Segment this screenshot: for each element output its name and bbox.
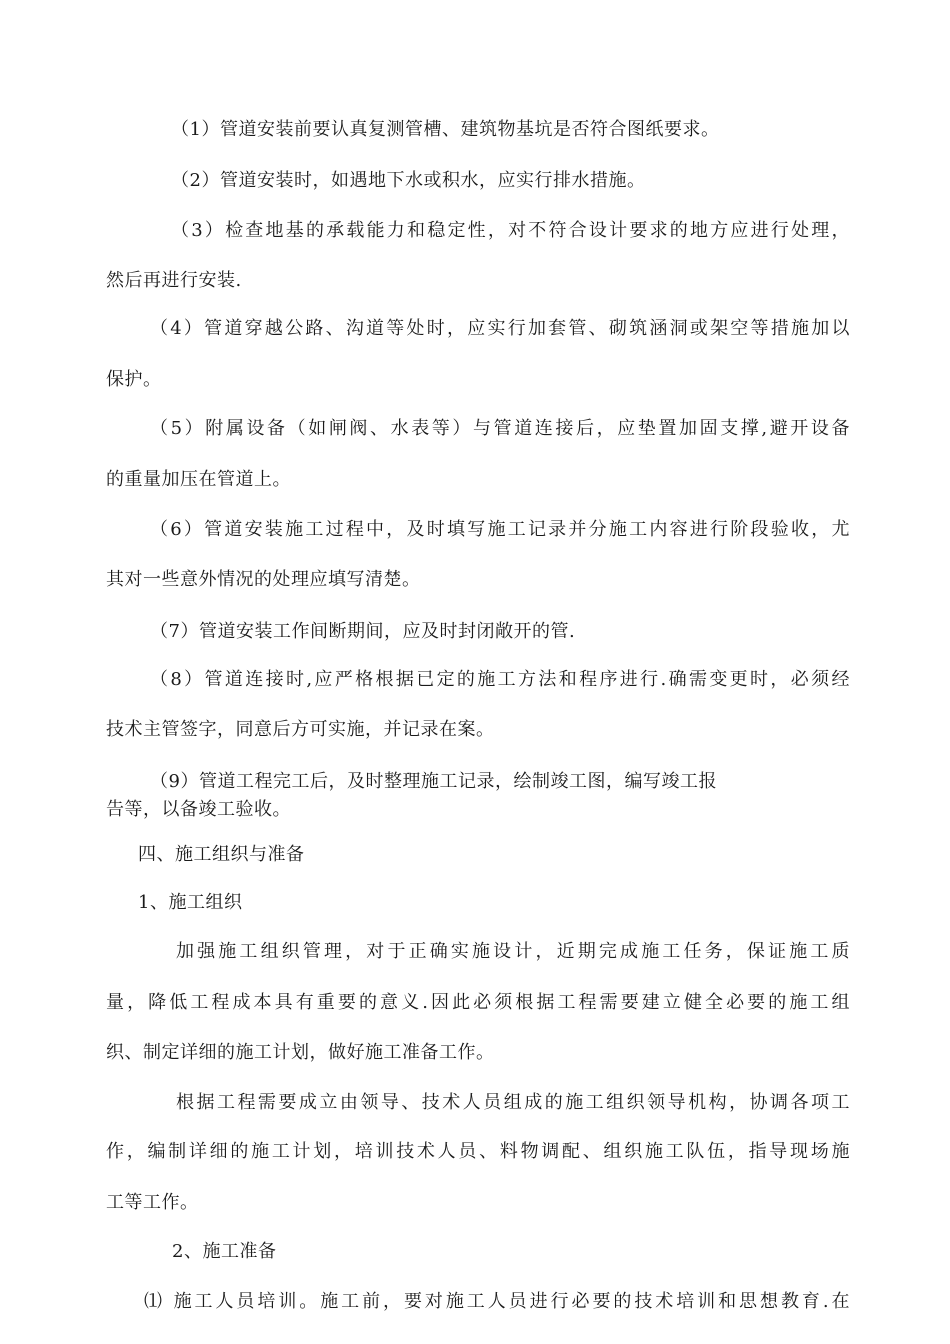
item-4-line-2: 保护。 (106, 369, 162, 390)
para-2-line-1: 根据工程需要成立由领导、技术人员组成的施工组织领导机构，协调各项工 (176, 1092, 850, 1113)
item-1-line: （1）管道安装前要认真复测管槽、建筑物基坑是否符合图纸要求。 (171, 119, 720, 140)
para-1-line-2: 量，降低工程成本具有重要的意义.因此必须根据工程需要建立健全必要的施工组 (106, 992, 850, 1013)
subsection-heading-2: 2、施工准备 (172, 1241, 277, 1262)
item-6-line-1: （6）管道安装施工过程中，及时填写施工记录并分施工内容进行阶段验收，尤 (150, 519, 850, 540)
item-3-line-1: （3）检查地基的承载能力和稳定性，对不符合设计要求的地方应进行处理， (171, 220, 850, 241)
item-9-line-2: 告等，以备竣工验收。 (106, 799, 291, 820)
item-6-line-2: 其对一些意外情况的处理应填写清楚。 (106, 569, 421, 590)
item-4-line-1: （4）管道穿越公路、沟道等处时，应实行加套管、砌筑涵洞或架空等措施加以 (150, 318, 850, 339)
para-2-line-3: 工等工作。 (106, 1192, 199, 1213)
item-8-line-2: 技术主管签字，同意后方可实施，并记录在案。 (106, 719, 495, 740)
item-2-line: （2）管道安装时，如遇地下水或积水，应实行排水措施。 (171, 170, 646, 191)
section-heading-4: 四、施工组织与准备 (138, 844, 305, 865)
subsection-heading-1: 1、施工组织 (138, 892, 243, 913)
para-1-line-1: 加强施工组织管理，对于正确实施设计，近期完成施工任务，保证施工质 (176, 941, 850, 962)
item-8-line-1: （8）管道连接时,应严格根据已定的施工方法和程序进行.确需变更时，必须经 (150, 669, 850, 690)
item-3-line-2: 然后再进行安装. (106, 270, 242, 291)
para-1-line-3: 织、制定详细的施工计划，做好施工准备工作。 (106, 1042, 495, 1063)
item-9-line-1: （9）管道工程完工后，及时整理施工记录，绘制竣工图，编写竣工报 (150, 771, 717, 792)
para-2-line-2: 作，编制详细的施工计划，培训技术人员、料物调配、组织施工队伍，指导现场施 (106, 1141, 850, 1162)
item-7-line: （7）管道安装工作间断期间，应及时封闭敞开的管. (150, 621, 576, 642)
item-5-line-1: （5）附属设备（如闸阀、水表等）与管道连接后，应垫置加固支撑,避开设备 (150, 418, 850, 439)
item-5-line-2: 的重量加压在管道上。 (106, 469, 291, 490)
prep-item-1-line-1: ⑴ 施工人员培训。施工前，要对施工人员进行必要的技术培训和思想教育.在 (144, 1291, 850, 1312)
